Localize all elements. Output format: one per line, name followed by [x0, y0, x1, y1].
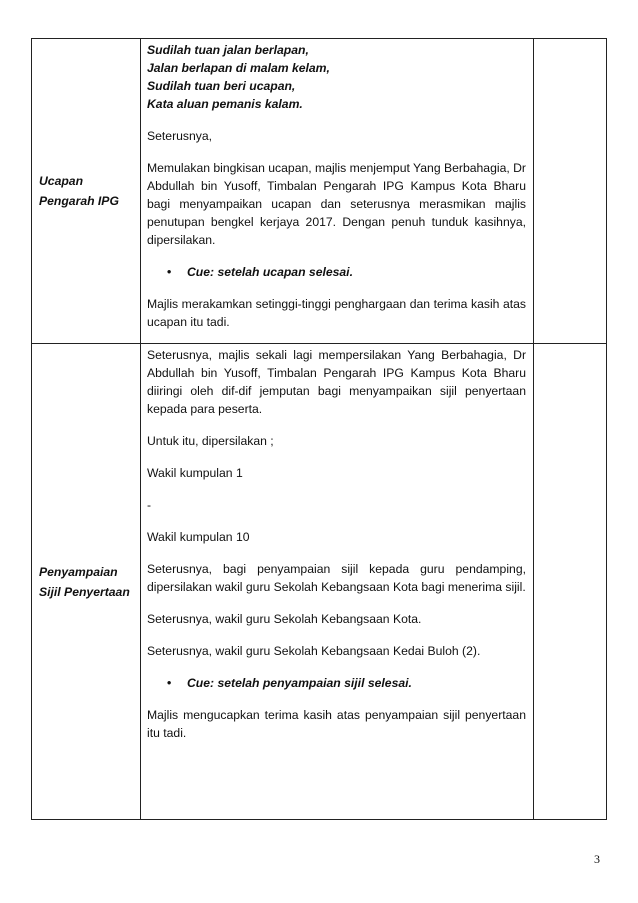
table-row-ucapan [32, 39, 607, 344]
paragraph: Seterusnya, wakil guru Sekolah Kebangsaan Kota. [147, 612, 422, 626]
cue-text: Cue: setelah penyampaian sijil selesai. [187, 676, 412, 690]
pantun-line: Kata aluan pemanis kalam. [147, 97, 303, 111]
bullet-icon: • [167, 676, 172, 690]
pantun-line: Sudilah tuan beri ucapan, [147, 79, 296, 93]
cue-text: Cue: setelah ucapan selesai. [187, 265, 353, 279]
empty-cell [534, 39, 607, 344]
paragraph: Majlis merakamkan setinggi-tinggi penghargaan dan terima kasih atas ucapan itu tadi. [147, 297, 526, 329]
content-cell [141, 344, 534, 820]
section-label-line: Pengarah IPG [39, 194, 119, 208]
paragraph: Memulakan bingkisan ucapan, majlis menjemput Yang Berbahagia, Dr Abdullah bin Yusoff, Timbalan Pengarah IPG Kampus Kota Bharu bagi menyampaikan ucapan dan seterusnya merasmikan majlis penutupan bengkel kerjaya 2017. Dengan penuh tunduk kasihnya, dipersilakan. [147, 161, 526, 247]
paragraph: - [147, 498, 152, 512]
table-row-sijil [32, 344, 607, 820]
paragraph: Seterusnya, majlis sekali lagi mempersilakan Yang Berbahagia, Dr Abdullah bin Yusoff, Timbalan Pengarah IPG Kampus Kota Bharu diiringi oleh dif-dif jemputan bagi menyampaikan sijil penyertaan kepada para peserta. [147, 348, 526, 416]
empty-cell [534, 344, 607, 820]
pantun-line: Sudilah tuan jalan berlapan, [147, 43, 309, 57]
paragraph: Seterusnya, bagi penyampaian sijil kepada guru pendamping, dipersilakan wakil guru Sekolah Kebangsaan Kota bagi menerima sijil. [147, 562, 526, 594]
section-label-cell [32, 344, 141, 820]
paragraph: Wakil kumpulan 10 [147, 530, 250, 544]
section-label-line: Sijil Penyertaan [39, 584, 130, 599]
script-table [31, 38, 607, 820]
paragraph: Untuk itu, dipersilakan ; [147, 434, 274, 448]
bullet-icon: • [167, 265, 172, 279]
cue-item [147, 674, 526, 692]
content-cell [141, 39, 534, 344]
pantun-line: Jalan berlapan di malam kelam, [147, 61, 330, 75]
section-label-line: Ucapan [39, 174, 84, 188]
section-label-cell [32, 39, 141, 344]
cue-item [147, 263, 526, 281]
paragraph: Seterusnya, [147, 129, 213, 143]
paragraph: Seterusnya, wakil guru Sekolah Kebangsaan Kedai Buloh (2). [147, 644, 481, 658]
paragraph: Majlis mengucapkan terima kasih atas penyampaian sijil penyertaan itu tadi. [147, 708, 526, 740]
section-label-line: Penyampaian [39, 564, 118, 579]
page-number: 3 [594, 852, 600, 866]
paragraph: Wakil kumpulan 1 [147, 466, 243, 480]
